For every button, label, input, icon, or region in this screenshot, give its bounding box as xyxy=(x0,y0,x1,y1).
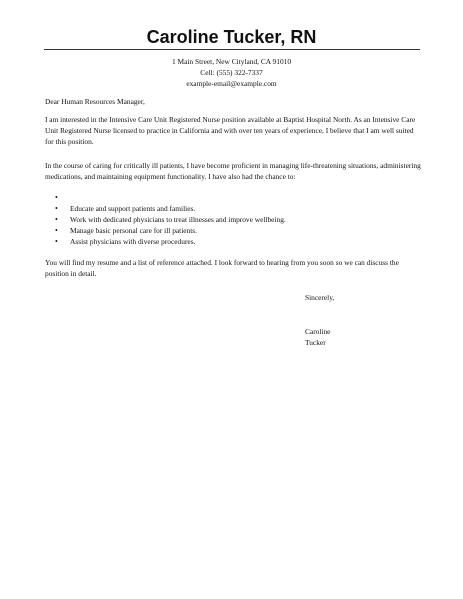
salutation: Dear Human Resources Manager, xyxy=(45,97,145,106)
signature-block xyxy=(305,326,385,348)
header-divider xyxy=(44,49,420,50)
skills-list xyxy=(55,192,415,247)
list-item: • Assist physicians with diverse procedures. xyxy=(55,236,415,247)
contact-phone: Cell: (555) 322-7337 xyxy=(200,68,263,77)
contact-email: example-email@example.com xyxy=(186,79,277,88)
contact-block xyxy=(0,56,463,89)
paragraph-experience: In the course of caring for critically ill patients, I have become proficient in managing life-threatening situations, administering medications, and maintaining equipment functionality. I have also had the chance to: xyxy=(45,161,421,181)
signature-first-name: Caroline xyxy=(305,327,331,336)
list-item: • Work with dedicated physicians to treat illnesses and improve wellbeing. xyxy=(55,214,415,225)
list-item xyxy=(55,192,415,203)
paragraph-closing: You will find my resume and a list of reference attached. I look forward to hearing from you soon so we can discuss the position in detail. xyxy=(45,258,399,278)
signature-last-name: Tucker xyxy=(305,338,326,347)
list-item: • Educate and support patients and families. xyxy=(55,203,415,214)
paragraph-intro: I am interested in the Intensive Care Unit Registered Nurse position available at Baptist Hospital North. As an Intensive Care Unit Registered Nurse licensed to practice in California and with over ten years of experience, I believe that I am well suited for this position. xyxy=(45,115,416,146)
contact-address: 1 Main Street, New Cityland, CA 91010 xyxy=(171,57,292,66)
applicant-name: Caroline Tucker, RN xyxy=(146,27,317,47)
list-item: • Manage basic personal care for ill patients. xyxy=(55,225,415,236)
closing-phrase: Sincerely, xyxy=(305,293,335,302)
